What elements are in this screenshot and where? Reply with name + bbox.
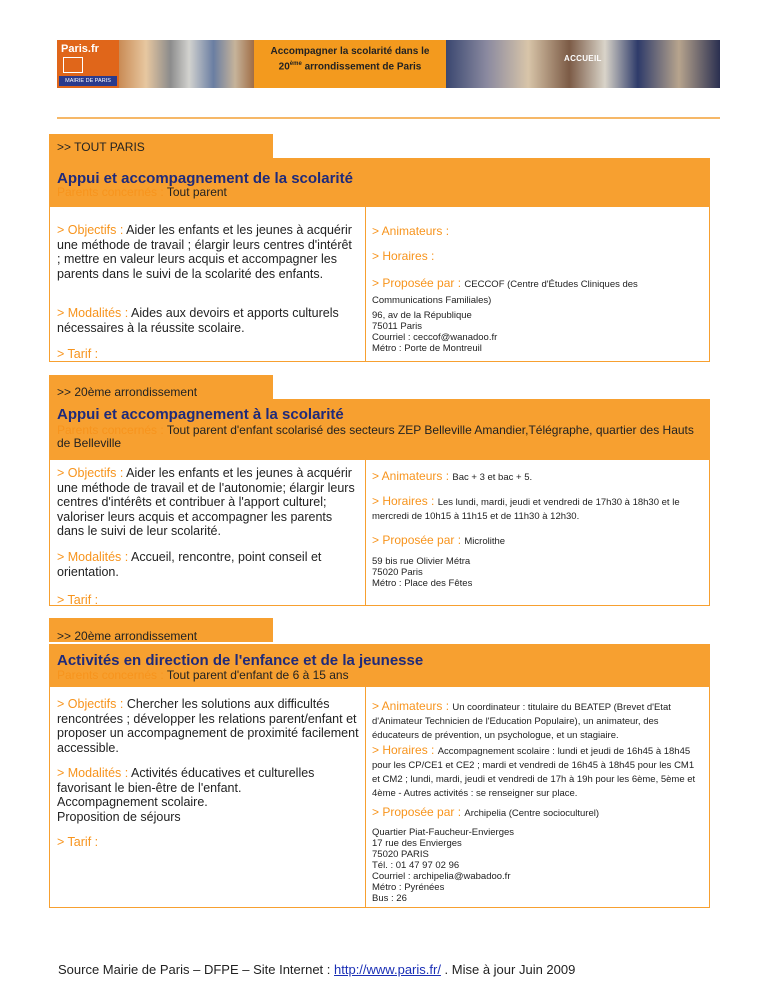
header-photos-right <box>446 40 720 88</box>
section2-title: Appui et accompagnement à la scolarité <box>57 406 344 423</box>
section1-parents: Parents concernés : Tout parent <box>57 185 227 199</box>
section1-animateurs: > Animateurs : <box>372 224 450 238</box>
section1-band <box>49 158 710 206</box>
section3-proposee: > Proposée par : Archipelia (Centre socioculturel) <box>372 805 600 819</box>
header-divider <box>57 117 720 119</box>
section1-modalites: > Modalités : Aides aux devoirs et apports culturels nécessaires à la réussite scolaire. <box>57 306 339 335</box>
section2-proposee: > Proposée par : Microlithe <box>372 533 506 547</box>
section3-divider <box>365 687 366 907</box>
section1-divider <box>365 207 366 361</box>
header-title: Accompagner la scolarité dans le 20ème arrondissement de Paris <box>270 46 430 73</box>
section2-address: 59 bis rue Olivier Métra 75020 Paris Métro : Place des Fêtes <box>372 556 473 589</box>
section1-tarif: > Tarif : <box>57 347 99 361</box>
section3-band <box>49 644 710 686</box>
section2-band <box>49 399 710 459</box>
paris-logo[interactable] <box>57 40 119 88</box>
section2-modalites: > Modalités : Accueil, rencontre, point conseil et orientation. <box>57 550 322 579</box>
section3-horaires: > Horaires : Accompagnement scolaire : lundi et jeudi de 16h45 à 18h45 pour les CP/CE1 et CE2 ; mardi et vendredi de 16h45 à 18h45 pour les CM1 et CM2 ; lundi, mardi, jeudi et vendredi de 17h à 19h pour les 6ème, 5ème et 4ème - Autres activités : se renseigner sur place. <box>372 743 696 799</box>
section1-horaires: > Horaires : <box>372 249 435 263</box>
footer: Source Mairie de Paris – DFPE – Site Internet : http://www.paris.fr/ . Mise à jour Juin 2009 <box>58 962 576 977</box>
section3-parents: Parents concernés : Tout parent d'enfant de 6 à 15 ans <box>57 668 349 682</box>
section3-tab: >> 20ème arrondissement <box>49 618 273 642</box>
section3-tarif: > Tarif : <box>57 835 99 849</box>
paris-fr-link[interactable]: http://www.paris.fr/ <box>334 962 441 977</box>
logo-title: Paris.fr <box>61 43 99 55</box>
section2-objectifs: > Objectifs : Aider les enfants et les jeunes à acquérir une méthode de travail et de l'autonomie; élargir leurs centres d'intérêts et contribuer à l'apport culturel; valoriser leurs acquis et accompagner les parents dans le suivi de leur scolarité. <box>57 466 355 538</box>
section2-divider <box>365 460 366 605</box>
section1-title: Appui et accompagnement de la scolarité <box>57 170 353 187</box>
section2-tab: >> 20ème arrondissement <box>49 375 273 399</box>
section2-tarif: > Tarif : <box>57 593 99 607</box>
section2-animateurs: > Animateurs : Bac + 3 et bac + 5. <box>372 469 533 483</box>
section1-proposee: > Proposée par : CECCOF (Centre d'Études Cliniques des Communications Familiales) <box>372 276 638 306</box>
logo-subtitle: MAIRIE DE PARIS <box>59 76 117 86</box>
section3-title: Activités en direction de l'enfance et de la jeunesse <box>57 652 424 669</box>
section3-address: Quartier Piat-Faucheur-Envierges 17 rue des Envierges 75020 PARIS Tél. : 01 47 97 02 96 Courriel : archipelia@wabadoo.fr Métro : Pyrénées Bus : 26 <box>372 827 515 904</box>
section2-parents: Parents concernés : Tout parent d'enfant scolarisé des secteurs ZEP Belleville Amandier,Télégraphe, quartier des Hauts de Belleville <box>57 423 694 450</box>
section3-objectifs: > Objectifs : Chercher les solutions aux difficultés rencontrées ; développer les relations parent/enfant et proposer un accompagnement de proximité facilement accessible. <box>57 697 359 755</box>
header-photos-left <box>119 40 254 88</box>
section1-address: 96, av de la République 75011 Paris Courriel : ceccof@wanadoo.fr Métro : Porte de Montreuil <box>372 310 498 354</box>
section3-animateurs: > Animateurs : Un coordinateur : titulaire du BEATEP (Brevet d'Etat d'Animateur Technicien de l'Education Populaire), un animateur, des éducateurs de prévention, un psychologue, et un stagiaire. <box>372 699 671 741</box>
accueil-link[interactable]: ACCUEIL <box>564 54 602 63</box>
section1-objectifs: > Objectifs : Aider les enfants et les jeunes à acquérir une méthode de travail ; élargir leurs centres d'intérêt ; mettre en valeur leurs acquis et accompagner les parents dans le suivi de la scolarité des enfants. <box>57 223 352 281</box>
section3-modalites: > Modalités : Activités éducatives et culturelles favorisant le bien-être de l'enfant. Accompagnement scolaire. Proposition de séjours <box>57 766 315 824</box>
section1-tab: >> TOUT PARIS <box>49 134 273 158</box>
logo-emblem-icon <box>63 57 83 73</box>
section2-horaires: > Horaires : Les lundi, mardi, jeudi et vendredi de 17h30 à 18h30 et le mercredi de 10h15 à 11h15 et de 11h30 à 12h30. <box>372 494 680 522</box>
